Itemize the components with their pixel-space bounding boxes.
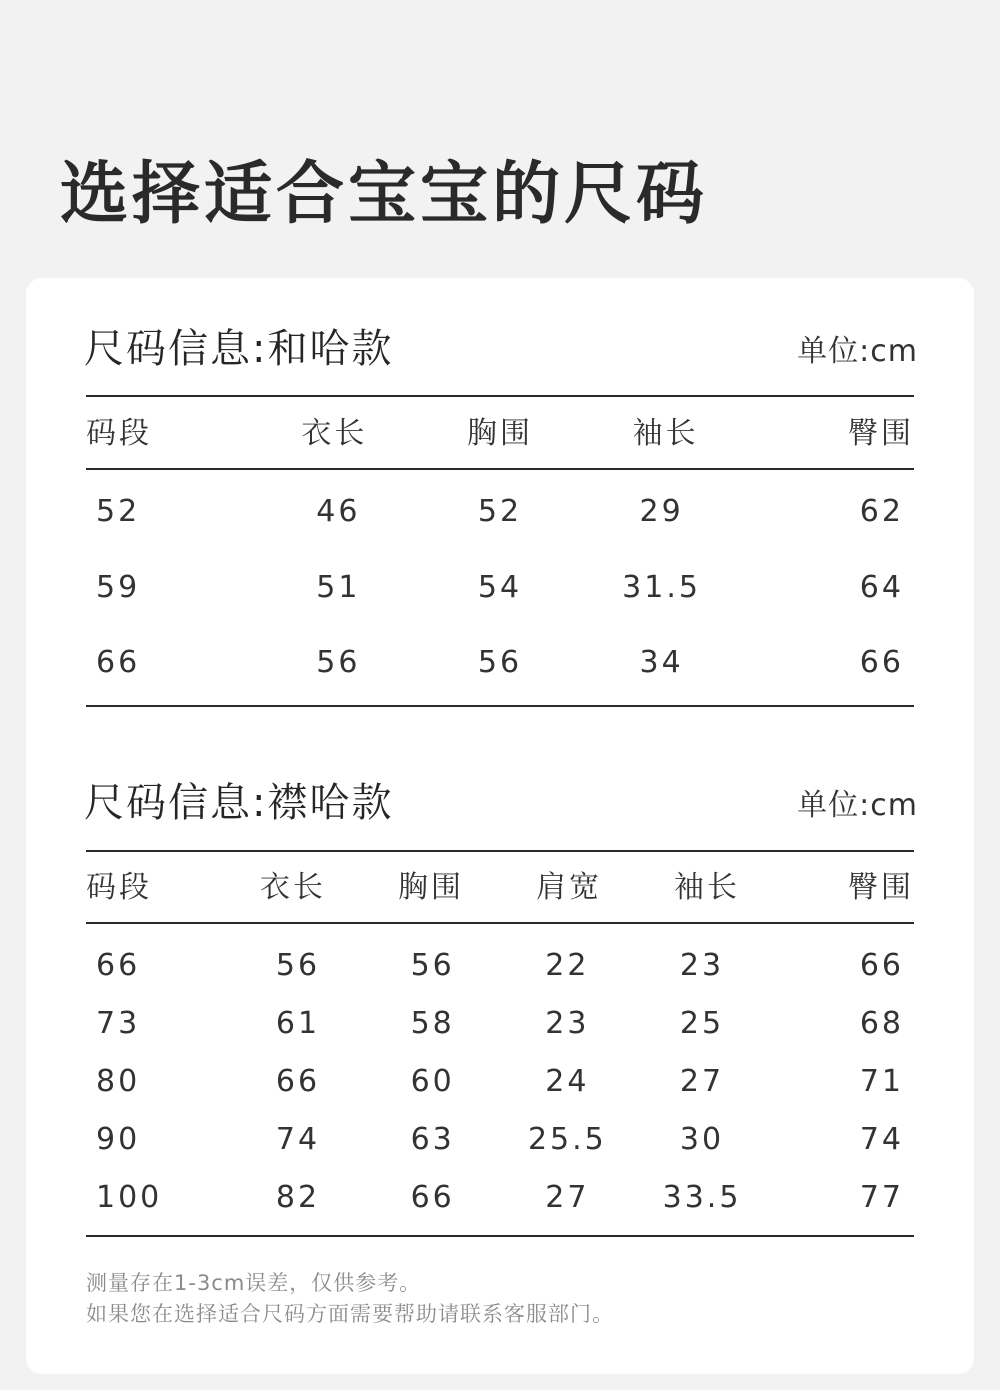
table2-header-cell: 胸围 (398, 870, 464, 905)
table-cell: 54 (477, 570, 523, 605)
table-cell: 52 (477, 494, 523, 529)
table-cell: 56 (275, 948, 321, 983)
table-cell: 90 (96, 1122, 141, 1157)
table-cell: 63 (410, 1122, 455, 1157)
table1-unit: 单位:cm (797, 334, 918, 369)
table-row (86, 1120, 914, 1160)
table-cell: 34 (639, 645, 684, 680)
table1-bottom-rule (86, 705, 914, 707)
table-cell: 58 (410, 1006, 455, 1041)
table1-header-row (86, 414, 914, 454)
table-cell: 59 (96, 570, 141, 605)
table-cell: 66 (96, 948, 141, 983)
table-cell: 22 (545, 948, 590, 983)
help-note: 如果您在选择适合尺码方面需要帮助请联系客服部门。 (86, 1302, 614, 1326)
table-cell: 31.5 (622, 570, 701, 605)
table-cell: 77 (859, 1180, 905, 1215)
table-row (86, 1062, 914, 1102)
table1-header-cell: 袖长 (632, 416, 699, 451)
table2-header-cell: 臀围 (848, 870, 914, 905)
disclaimer-note: 测量存在1-3cm误差，仅供参考。 (86, 1271, 422, 1295)
table-cell: 66 (859, 948, 905, 983)
table-cell: 33.5 (662, 1180, 742, 1215)
table-cell: 66 (96, 645, 141, 680)
table-cell: 74 (275, 1122, 321, 1157)
table-cell: 60 (410, 1064, 455, 1099)
table-cell: 66 (859, 645, 904, 680)
table-cell: 51 (316, 570, 361, 605)
table-cell: 74 (859, 1122, 905, 1157)
table-cell: 82 (275, 1180, 321, 1215)
table-cell: 64 (859, 570, 904, 605)
table-cell: 27 (679, 1064, 725, 1099)
table-cell: 80 (96, 1064, 141, 1099)
table-cell: 30 (679, 1122, 725, 1157)
table-row (86, 946, 914, 986)
table-cell: 23 (679, 948, 725, 983)
table-cell: 25 (679, 1006, 725, 1041)
table-cell: 100 (96, 1180, 163, 1215)
table2-header-rule (86, 922, 914, 924)
table1-title: 尺码信息:和哈款 (84, 326, 394, 372)
table-cell: 66 (275, 1064, 321, 1099)
table1-header-cell: 衣长 (301, 416, 368, 451)
table2-header-cell: 码段 (86, 870, 152, 905)
table-cell: 56 (316, 645, 361, 680)
table2-header-cell: 衣长 (260, 870, 326, 905)
table1-header-cell: 臀围 (847, 416, 914, 451)
table-cell: 56 (410, 948, 455, 983)
table2-top-rule (86, 850, 914, 852)
table-cell: 25.5 (527, 1122, 607, 1157)
table2-header-cell: 肩宽 (536, 870, 602, 905)
table-row (86, 568, 914, 608)
table-cell: 68 (859, 1006, 905, 1041)
table-row (86, 1178, 914, 1218)
table-row (86, 643, 914, 683)
table1-top-rule (86, 395, 914, 397)
table2-header-cell: 袖长 (674, 870, 740, 905)
size-chart-card (26, 278, 974, 1374)
table-cell: 56 (477, 645, 523, 680)
table-row (86, 1004, 914, 1044)
table-cell: 52 (96, 494, 141, 529)
table-cell: 61 (275, 1006, 321, 1041)
table2-bottom-rule (86, 1235, 914, 1237)
table-row (86, 492, 914, 532)
table2-unit: 单位:cm (797, 788, 918, 823)
table-cell: 27 (545, 1180, 590, 1215)
table-cell: 73 (96, 1006, 141, 1041)
table1-header-cell: 胸围 (466, 416, 533, 451)
table1-header-rule (86, 468, 914, 470)
table2-title: 尺码信息:襟哈款 (84, 780, 394, 826)
table2-header-row (86, 868, 914, 908)
table-cell: 62 (859, 494, 904, 529)
table-cell: 23 (545, 1006, 590, 1041)
table-cell: 24 (545, 1064, 590, 1099)
page-title: 选择适合宝宝的尺码 (60, 155, 709, 234)
table-cell: 46 (316, 494, 361, 529)
table-cell: 71 (859, 1064, 905, 1099)
table-cell: 29 (639, 494, 684, 529)
table-cell: 66 (410, 1180, 455, 1215)
table1-header-cell: 码段 (86, 416, 152, 451)
